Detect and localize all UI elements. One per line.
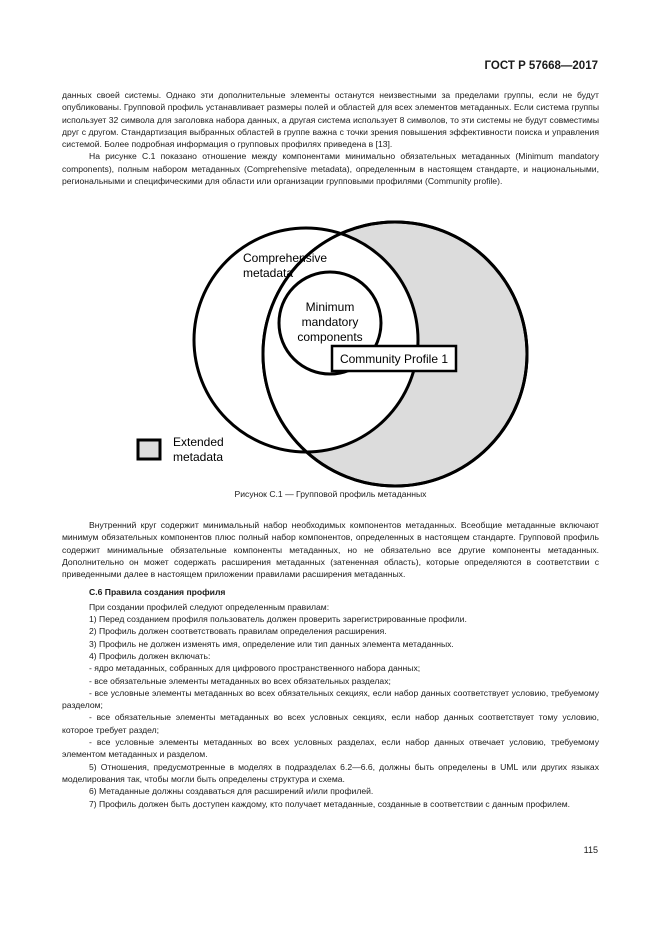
rule-line: 4) Профиль должен включать: (89, 650, 211, 661)
rule-line: 2) Профиль должен соответствовать правилам определения расширения. (89, 626, 387, 637)
rule-line: - все обязательные элементы метаданных во всех обязательных разделах; (89, 675, 391, 686)
page-number: 115 (583, 845, 598, 855)
body-paragraph: Внутренний круг содержит минимальный набор необходимых компонентов метаданных. Всеобщие метаданные включают минимум обязательных компонентов плюс полный набор компонентов, определенных в настоящем стандарте. Групповой профиль содержит минимальные обязательные компоненты метаданных, но не обязательно все другие компоненты метаданных. Дополнительно он может содержать расширения метаданных (затененная область), которые определяются в соответствии с приведенными далее в настоящем приложении правилами расширения метаданных. (62, 520, 599, 580)
rule-line: 3) Профиль не должен изменять имя, определение или тип данных элемента метаданных. (89, 638, 454, 649)
legend-swatch (138, 440, 160, 459)
rule-line: - все обязательные элементы метаданных во всех условных секциях, если набор данных соответствует тому условию, которое требует раздел; (62, 712, 599, 735)
minimum-label-1: Minimum (305, 300, 355, 314)
rule-line: 1) Перед созданием профиля пользователь должен проверить зарегистрированные профили. (89, 614, 467, 625)
comprehensive-label-1: Comprehensive (243, 251, 328, 265)
body-text (62, 519, 599, 810)
rule-line: При создании профилей следуют определенным правилам: (89, 601, 330, 612)
rule-line: 5) Отношения, предусмотренные в моделях в подразделах 6.2—6.6, должны быть определены в UML или других языках моделирования так, чтобы могли быть определены структура и схема. (62, 761, 599, 784)
minimum-label-2: mandatory (301, 315, 359, 329)
legend-label-2: metadata (173, 450, 224, 464)
rule-line: 6) Метаданные должны создаваться для расширений и/или профилей. (89, 786, 374, 797)
comprehensive-label-2: metadata (243, 266, 294, 280)
rule-line: - все условные элементы метаданных во всех обязательных секциях, если набор данных соответствует условию, требуемому разделом; (62, 687, 599, 711)
minimum-label-3: components (297, 330, 363, 344)
community-profile-label: Community Profile 1 (339, 352, 449, 366)
intro-paragraph-2: На рисунке С.1 показано отношение между компонентами минимально обязательных метаданных (Minimum mandatory components), полным набором метаданных (Comprehensive metadata), определенным в настоящем стандарте, и национальными, региональными и специфическими для области или организации групповыми профилями (Community profile). (62, 151, 599, 187)
rule-line: - все условные элементы метаданных во всех условных разделах, если набор данных отвечает условию, требуемому элементом метаданных и разделом. (62, 737, 599, 760)
legend-label-1: Extended (173, 435, 224, 449)
rule-line: 7) Профиль должен быть доступен каждому, кто получает метаданные, созданные в соответствии с данным профилем. (89, 798, 571, 809)
section-heading: С.6 Правила создания профиля (89, 587, 226, 598)
rule-line: - ядро метаданных, собранных для цифрового пространственного набора данных; (89, 663, 421, 674)
intro-paragraph-1: данных своей системы. Однако эти дополнительные элементы останутся неизвестными за пределами группы, если не будут опубликованы. Групповой профиль устанавливает размеры полей и областей для всех элементов метаданных. Если система группы использует 32 символа для заголовка набора данных, а другая система использует 8 символов, то эти системы не будут совместимы друг с другом. Стандартизация выбранных областей в группе важна с точки зрения повышения эффективности поиска и управления системой. Более подробная информация о групповых профилях приведена в [13]. (62, 90, 599, 150)
standard-number: ГОСТ Р 57668—2017 (484, 60, 598, 72)
figure-caption: Рисунок С.1 — Групповой профиль метаданных (234, 489, 427, 499)
